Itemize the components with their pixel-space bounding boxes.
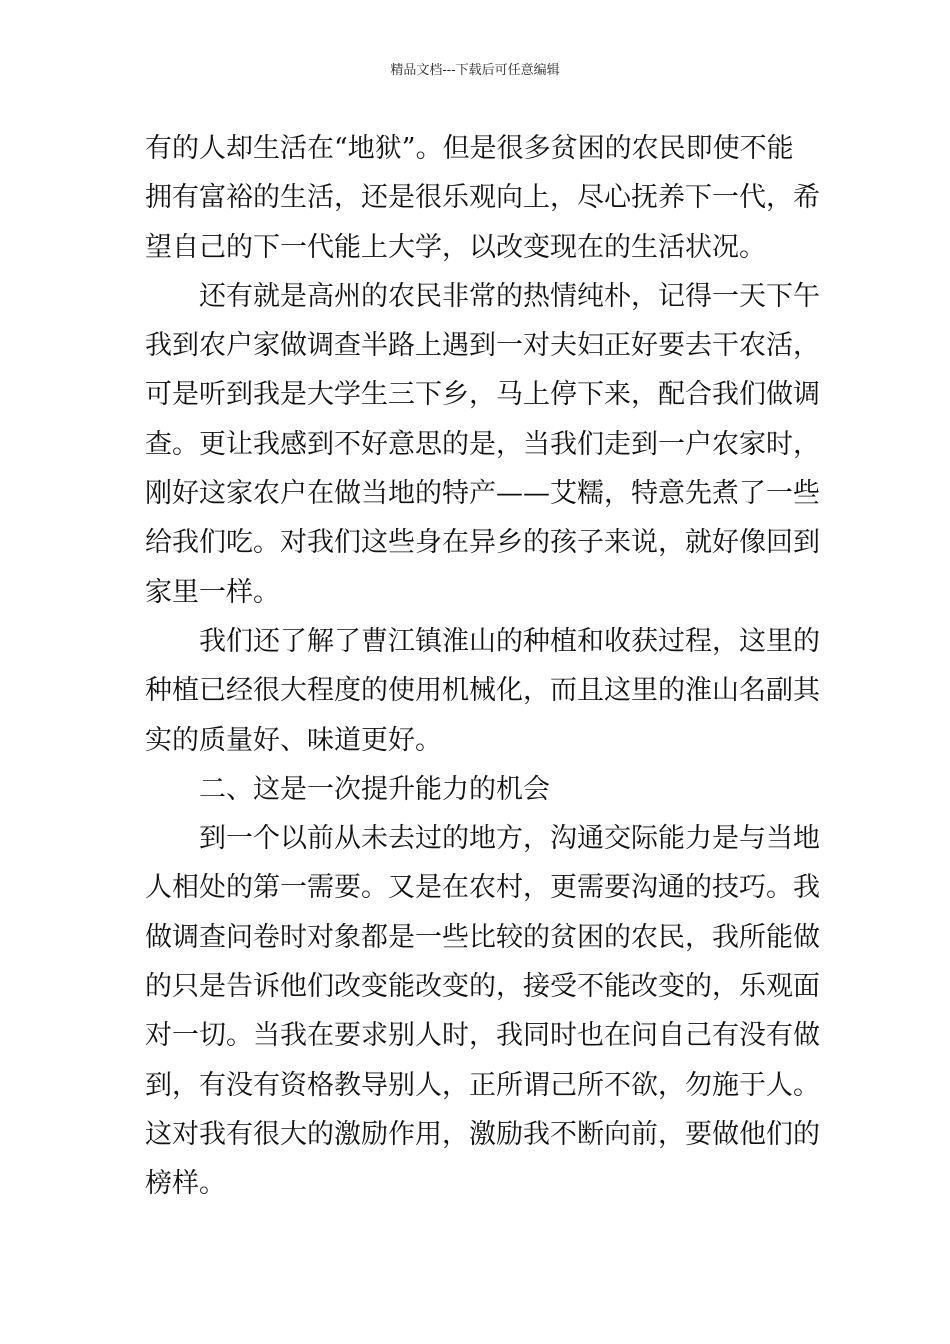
text-line: 我到农户家做调查半路上遇到一对夫妇正好要去干农活， bbox=[145, 330, 820, 362]
text-line: 可是听到我是大学生三下乡，马上停下来，配合我们做调 bbox=[145, 379, 820, 411]
text-line: 刚好这家农户在做当地的特产——艾糯，特意先煮了一些 bbox=[145, 478, 820, 510]
paragraph-start-line: 我们还了解了曹江镇淮山的种植和收获过程，这里的 bbox=[199, 625, 820, 657]
page-header: 精品文档---下载后可任意编辑 bbox=[390, 63, 560, 78]
text-line: 这对我有很大的激励作用，激励我不断向前，要做他们的 bbox=[145, 1118, 820, 1150]
text-line: 家里一样。 bbox=[145, 576, 280, 608]
paragraph-start-line: 到一个以前从未去过的地方，沟通交际能力是与当地 bbox=[199, 823, 820, 855]
body-text bbox=[145, 124, 820, 1209]
text-line: 拥有富裕的生活，还是很乐观向上，尽心抚养下一代，希 bbox=[145, 182, 820, 214]
text-line: 榜样。 bbox=[145, 1168, 226, 1200]
text-line: 望自己的下一代能上大学，以改变现在的生活状况。 bbox=[145, 231, 766, 263]
text-line: 对一切。当我在要求别人时，我同时也在问自己有没有做 bbox=[145, 1020, 820, 1052]
text-line: 的只是告诉他们改变能改变的，接受不能改变的，乐观面 bbox=[145, 971, 820, 1003]
text-line: 做调查问卷时对象都是一些比较的贫困的农民，我所能做 bbox=[145, 921, 820, 953]
text-line: 到，有没有资格教导别人，正所谓己所不欲，勿施于人。 bbox=[145, 1069, 820, 1101]
text-line: 人相处的第一需要。又是在农村，更需要沟通的技巧。我 bbox=[145, 872, 820, 904]
text-line: 种植已经很大程度的使用机械化，而且这里的淮山名副其 bbox=[145, 675, 820, 707]
text-line: 查。更让我感到不好意思的是，当我们走到一户农家时， bbox=[145, 428, 820, 460]
text-line: 实的质量好、味道更好。 bbox=[145, 724, 442, 756]
section-heading: 二、这是一次提升能力的机会 bbox=[199, 773, 550, 805]
text-line: 给我们吃。对我们这些身在异乡的孩子来说，就好像回到 bbox=[145, 527, 820, 559]
text-line: 有的人却生活在“地狱”。但是很多贫困的农民即使不能 bbox=[145, 133, 794, 164]
paragraph-start-line: 还有就是高州的农民非常的热情纯朴，记得一天下午 bbox=[199, 280, 820, 312]
